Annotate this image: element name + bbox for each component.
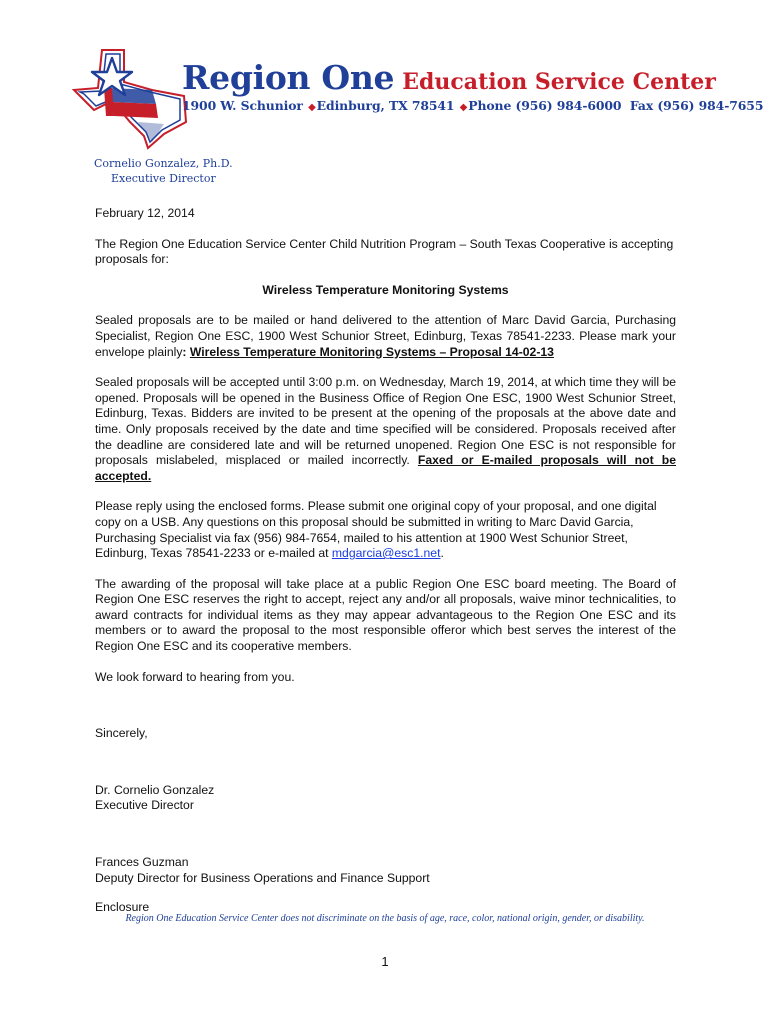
paragraph-deadline-text: Sealed proposals will be accepted until 3:00 p.m. on Wednesday, March 19, 2014, at which time they will be opened. Proposals will be opened in the Business Office of Region One ESC, 1900 West Schunior Street, Edinburg, Texas. Bidders are invited to be present at the opening of the proposals at the above date and time. Only proposals received by the date and time specified will be considered. Proposals received after the deadline are considered late and will be returned unopened. Region One ESC is not responsible for proposals mislabeled, misplaced or mailed incorrectly. <box>95 375 676 468</box>
diamond-separator-icon: ◆ <box>459 102 468 113</box>
paragraph-submission <box>95 313 676 360</box>
letter-subject: Wireless Temperature Monitoring Systems <box>262 282 509 297</box>
organization-name-part1: Region One <box>182 58 395 97</box>
envelope-label-text: Wireless Temperature Monitoring Systems – Proposal 14-02-13 <box>189 344 554 359</box>
signature-block-2 <box>95 855 676 886</box>
address-city: Edinburg, TX 78541 <box>316 98 455 113</box>
fax-email-warning: Faxed or E-mailed proposals will not be accepted. <box>95 453 676 483</box>
sincerely: Sincerely, <box>95 726 148 741</box>
paragraph-award: The awarding of the proposal will take place at a public Region One ESC board meeting. The Board of Region One ESC reserves the right to accept, reject any and/or all proposals, waive minor technicalities, to award contracts for individual items as they may appear advantageous to the Region One ESC and its members or to award the proposal to the most responsible offeror which best serves the interest of the Region One ESC and its cooperative members. <box>95 576 676 654</box>
signer1-title: Executive Director <box>95 798 194 813</box>
paragraph-reply-text: Please reply using the enclosed forms. Please submit one original copy of your proposal, and one digital copy on a USB. Any questions on this proposal should be submitted in writing to Marc David Garcia, Purchasing Specialist via fax (956) 984-7654, mailed to his attention at 1900 West Schunior Street, Edinburg, Texas 78541-2233 or e-mailed at <box>95 499 657 561</box>
organization-name <box>182 58 716 97</box>
director-name: Cornelio Gonzalez, Ph.D. <box>94 157 233 170</box>
organization-name-part2: Education Service Center <box>402 69 716 95</box>
signer2-name: Frances Guzman <box>95 855 189 870</box>
signer2-title: Deputy Director for Business Operations and Finance Support <box>95 870 430 885</box>
paragraph-submission-colon: : <box>182 344 190 359</box>
organization-address <box>182 98 763 113</box>
closing-line: We look forward to hearing from you. <box>95 669 295 684</box>
address-fax: Fax (956) 984-7655 <box>629 98 764 113</box>
email-link[interactable]: mdgarcia@esc1.net <box>331 546 441 561</box>
paragraph-reply <box>95 499 676 561</box>
letter-date: February 12, 2014 <box>95 206 195 220</box>
director-block <box>94 156 234 186</box>
letter-intro: The Region One Education Service Center Child Nutrition Program – South Texas Cooperative is accepting proposals for: <box>95 236 674 267</box>
page-number: 1 <box>381 954 389 969</box>
director-title: Executive Director <box>111 172 216 185</box>
texas-star-logo-icon <box>72 44 190 150</box>
signer1-name: Dr. Cornelio Gonzalez <box>95 782 215 797</box>
paragraph-deadline <box>95 375 676 484</box>
address-phone: Phone (956) 984-6000 <box>468 98 622 113</box>
nondiscrimination-notice: Region One Education Service Center does not discriminate on the basis of age, race, color, national origin, gender, or disability. <box>125 913 645 924</box>
paragraph-submission-text: Sealed proposals are to be mailed or hand delivered to the attention of Marc David Garcia, Purchasing Specialist, Region One ESC, 1900 West Schunior Street, Edinburg, Texas 78541-2233. Please mark your envelope plainly <box>95 313 676 359</box>
letter-body <box>95 206 676 916</box>
address-street: 1900 W. Schunior <box>182 98 303 113</box>
enclosure: Enclosure <box>95 900 150 915</box>
diamond-separator-icon: ◆ <box>308 102 316 113</box>
signature-block-1 <box>95 783 676 814</box>
paragraph-reply-end: . <box>440 546 444 561</box>
